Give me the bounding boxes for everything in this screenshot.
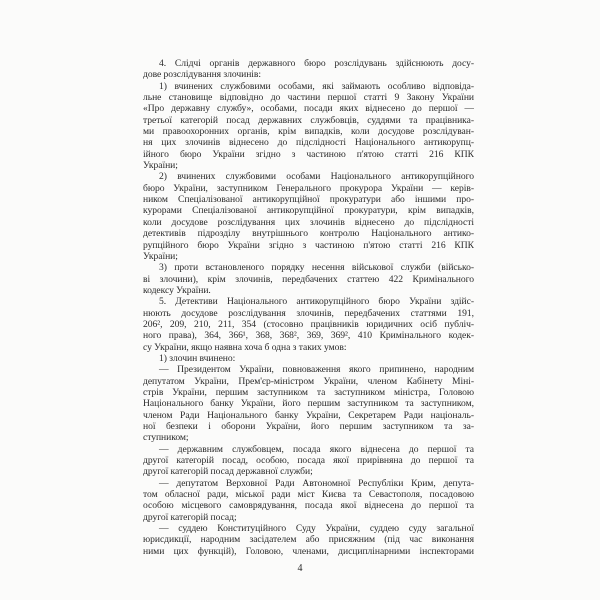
text-line: юрисдикції, народним засідателем або присяжним (під час виконання — [143, 534, 474, 546]
text-line: ником Спеціалізованої антикорупційної прокуратури або іншими про- — [143, 194, 474, 206]
text-line: 3) проти встановленого порядку несення військової служби (військо- — [159, 262, 474, 274]
text-line: бюро України, заступником Генерального прокурора України — керів- — [143, 182, 474, 194]
text-line: нюють досудове розслідування злочинів, передбачених статтями 191, — [143, 307, 474, 319]
page-number: 4 — [297, 563, 303, 574]
text-line: 206², 209, 210, 211, 354 (стосовно працівників юридичних осіб публіч- — [143, 318, 474, 330]
text-line: коли досудове розслідування цих злочинів віднесено до підслідності — [143, 216, 474, 228]
text-line: третьої категорій посад державних службовців, суддями та працівника- — [143, 114, 474, 126]
text-line: кодексу України. — [143, 284, 211, 296]
text-line: ступником; — [143, 432, 189, 444]
text-line: 2) вчинених службовими особами Національного антикорупційного — [159, 171, 474, 183]
text-line: — Президентом України, повноваження якого припинено, народним — [159, 364, 474, 376]
text-line: України; — [143, 160, 178, 172]
text-line: депутатом України, Прем'єр-міністром України, членом Кабінету Міні- — [143, 375, 474, 387]
text-line: су України, якщо наявна хоча б одна з таких умов: — [143, 341, 347, 353]
text-line: ного права), 364, 366¹, 368, 368², 369, 369², 410 Кримінального кодек- — [143, 330, 474, 342]
text-line: — державним службовцем, посада якого віднесена до першої та — [159, 443, 474, 455]
text-line: ня цих злочинів віднесено до підслідності Національного антикорупц- — [143, 137, 474, 149]
text-line: особою місцевого самоврядування, посада якої віднесена до першої та — [143, 500, 474, 512]
text-line: стрів України, першим заступником та заступником міністра, Головою — [143, 386, 474, 398]
text-line: ві злочини), крім злочинів, передбачених статтею 422 Кримінального — [143, 273, 474, 285]
text-line: детективів підрозділу внутрішнього контролю Національного антико- — [143, 228, 474, 240]
text-line: 4. Слідчі органів державного бюро розслідувань здійснюють досу- — [159, 58, 474, 69]
text-line: — депутатом Верховної Ради Автономної Республіки Крим, депута- — [159, 477, 474, 489]
text-line: 1) вчинених службовими особами, які займають особливо відповіда- — [159, 80, 474, 92]
text-line: другої категорій посад; — [143, 511, 237, 523]
text-line: ної безпеки і оборони України, його першим заступником та за- — [143, 421, 474, 432]
text-line: — суддею Конституційного Суду України, суддею суду загальної — [159, 523, 474, 535]
text-line: «Про державну службу», особами, посади яких віднесено до першої — — [143, 103, 474, 115]
text-line: України; — [143, 250, 178, 262]
text-line: льне становище відповідно до частини першої статті 9 Закону України — [143, 92, 474, 104]
text-line: ними цих функцій), Головою, членами, дисциплінарними інспекторами — [143, 545, 474, 557]
text-line: ійного бюро України згідно з частиною п'ятою статті 216 КПК — [143, 148, 474, 160]
text-line: дове розслідування злочинів: — [143, 69, 262, 81]
text-line: 1) злочин вчинено: — [159, 352, 236, 364]
text-line: ми правоохоронних органів, крім випадків, коли досудове розслідуван- — [143, 126, 474, 138]
text-line: Національного банку України, його першим заступником та заступником, — [143, 398, 474, 410]
body-text — [143, 58, 474, 557]
text-line: курорами Спеціалізованої антикорупційної прокуратури, крім випадків, — [143, 205, 474, 217]
text-line: другої категорій посад, особою, посада якої прирівняна до першої та — [143, 455, 474, 467]
text-line: рупційного бюро України згідно з частиною п'ятою статті 216 КПК — [143, 239, 474, 251]
text-line: другої категорій посад державної служби; — [143, 466, 313, 478]
text-line: членом Ради Національного банку України, Секретарем Ради національ- — [143, 409, 474, 421]
text-line: 5. Детективи Національного антикорупційного бюро України здійс- — [159, 296, 474, 308]
text-line: том обласної ради, міської ради міст Києва та Севастополя, посадовою — [143, 489, 474, 501]
